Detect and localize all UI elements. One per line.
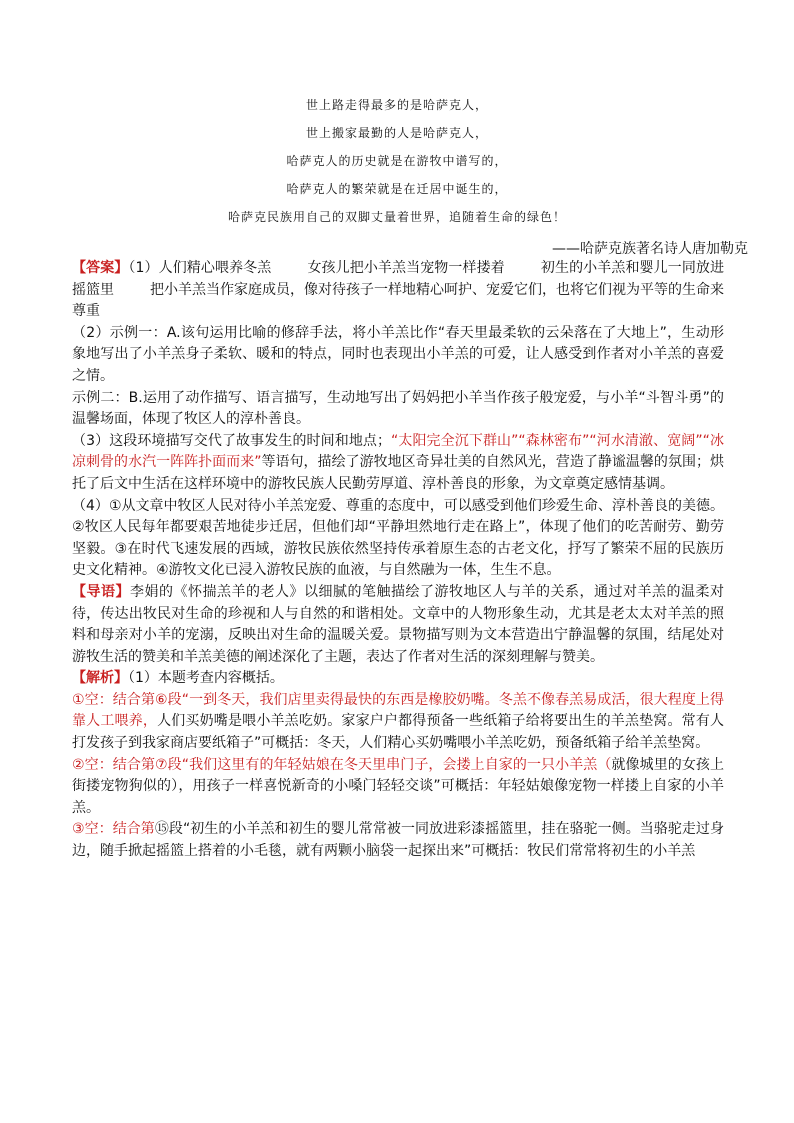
q1-blank-a: 人们精心喂养冬羔 bbox=[158, 260, 272, 276]
analysis-intro-text: （1）本题考查内容概括。 bbox=[128, 670, 284, 687]
answer-q2-example1: （2）示例一：A.该句运用比喻的修辞手法，将小羊羔比作“春天里最柔软的云朵落在了大地上”，生动形象地写出了小羊羔身子柔软、暖和的特点，同时也表现出小羊羔的可爱，让人感受到作者对小羊羔的喜爱之情。 bbox=[72, 324, 724, 384]
q3-intro: （3）这段环境描写交代了故事发生的时间和地点； bbox=[72, 432, 392, 449]
guide-label: 【导语】 bbox=[72, 583, 130, 600]
poem-line: 哈萨克民族用自己的双脚丈量着世界，追随着生命的绿色！ bbox=[227, 210, 566, 224]
answer-label: 【答案】 bbox=[72, 260, 129, 276]
q1-blank-d: 把小羊羔当作家庭成员，像对待孩子一样地精心呵护、宠爱它们，也将它们视为平等的生命来尊重 bbox=[72, 281, 724, 320]
item2-text: 就像城里的女孩上街搂宠物狗似的），用孩子一样喜悦新奇的小嗓门轻轻交谈”可概括：年轻姑娘像宠物一样搂上自家的小羊羔。 bbox=[72, 756, 725, 816]
q1-blank-c: 初生的小羊羔和婴儿一同放进摇篮里 bbox=[72, 260, 725, 298]
q1-number: （1） bbox=[128, 260, 159, 276]
answer-body bbox=[72, 258, 724, 863]
item3-red: ③空：结合第 bbox=[72, 821, 155, 838]
answer-q3 bbox=[72, 431, 724, 496]
q1-blank-b: 女孩儿把小羊羔当宠物一样搂着 bbox=[307, 260, 505, 276]
guide-paragraph bbox=[72, 582, 724, 668]
item2-red: ②空：结合第⑦段“我们这里有的年轻姑娘在冬天里串门子，会搂上自家的一只小羊羔（ bbox=[72, 756, 612, 773]
item1-text: 人们买奶嘴是喂小羊羔吃奶。家家户户都得预备一些纸箱子给将要出生的羊羔垫窝。常有人打发孩子到我家商店要纸箱子”可概括：冬天，人们精心买奶嘴喂小羊羔吃奶，预备纸箱子给羊羔垫窝。 bbox=[72, 713, 725, 752]
answer-q2-example2: 示例二：B.运用了动作描写、语言描写，生动地写出了妈妈把小羊当作孩子般宠爱，与小羊“斗智斗勇”的温馨场面，体现了牧区人的淳朴善良。 bbox=[72, 389, 724, 428]
poem-line: 世上路走得最多的是哈萨克人， bbox=[305, 98, 488, 112]
guide-text: 李娟的《怀揣羔羊的老人》以细腻的笔触描绘了游牧地区人与羊的关系，通过对羊羔的温柔对待，传达出牧民对生命的珍视和人与自然的和谐相处。文章中的人物形象生动，尤其是老太太对羊羔的照料和母亲对小羊的宠溺，反映出对生命的温暖关爱。景物描写则为文本营造出宁静温馨的氛围，结尾处对游牧生活的赞美和羊羔美德的阐述深化了主题，表达了作者对生活的深刻理解与赞美。 bbox=[72, 583, 724, 665]
poem-line: 哈萨克人的历史就是在游牧中谱写的， bbox=[286, 154, 508, 168]
q3-quotes: “太阳完全沉下群山”“森林密布”“河水清澈、宽阔”“冰凉刺骨的水汽一阵阵扑面而来” bbox=[72, 432, 724, 471]
poem-line: 哈萨克人的繁荣就是在迁居中诞生的， bbox=[286, 182, 508, 196]
analysis-item-2 bbox=[72, 755, 724, 820]
analysis-label: 【解析】 bbox=[72, 670, 128, 687]
analysis-intro bbox=[72, 668, 724, 690]
poem-line: 世上搬家最勤的人是哈萨克人， bbox=[305, 126, 488, 140]
q3-rest: 等语句，描绘了游牧地区奇异壮美的自然风光，营造了静谧温馨的氛围；烘托了后文中生活在这样环境中的游牧民族人民勤劳厚道、淳朴善良的形象，为文章奠定感情基调。 bbox=[72, 454, 724, 492]
item1-red: ①空：结合第⑥段“一到冬天，我们店里卖得最快的东西是橡胶奶嘴。冬羔不像春羔易成活，很大程度上得靠人工喂养， bbox=[72, 691, 724, 730]
analysis-item-3 bbox=[72, 819, 724, 862]
item3-text: ⑮段“初生的小羊羔和初生的婴儿常常被一同放进彩漆摇篮里，挂在骆驼一侧。当骆驼走过身边，随手掀起摇篮上搭着的小毛毯，就有两颗小脑袋一起探出来”可概括：牧民们常常将初生的小羊羔 bbox=[72, 821, 724, 860]
answer-q4: （4）①从文章中牧区人民对待小羊羔宠爱、尊重的态度中，可以感受到他们珍爱生命、淳朴善良的美德。②牧区人民每年都要艰苦地徒步迁居，但他们却“平静坦然地行走在路上”，体现了他们的吃苦耐劳、勤劳坚毅。③在时代飞速发展的西域，游牧民族依然坚持传承着原生态的古老文化，抒写了繁荣不屈的民族历史文化精神。④游牧文化已浸入游牧民族的血液，与自然融为一体，生生不息。 bbox=[72, 497, 724, 579]
answer-q1 bbox=[72, 258, 724, 323]
analysis-item-1 bbox=[72, 690, 724, 755]
poem-attribution: ——哈萨克族著名诗人唐加勒克 bbox=[552, 241, 748, 257]
